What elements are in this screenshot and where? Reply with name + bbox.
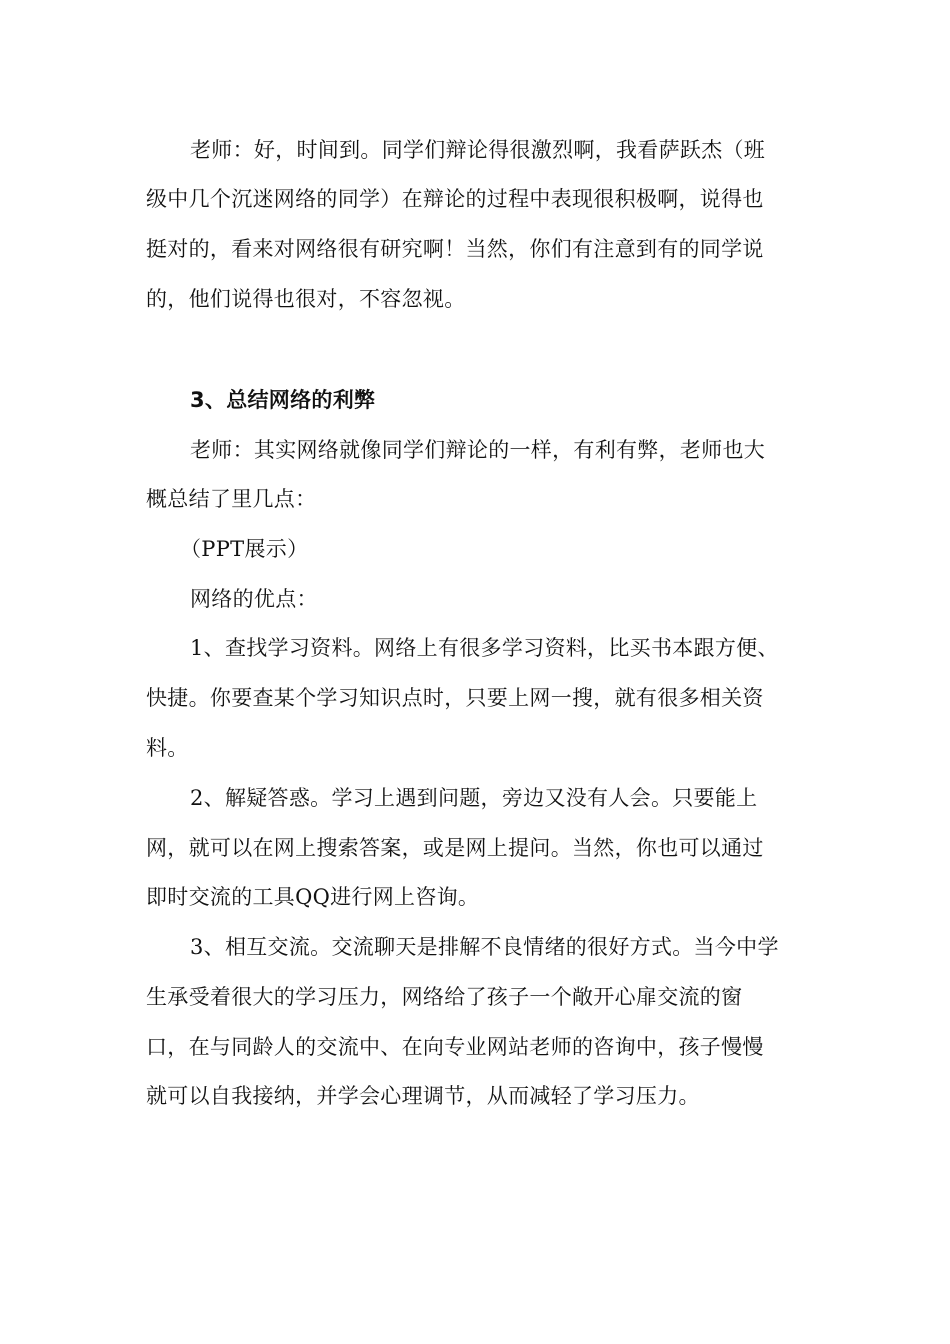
list-item-line: 口，在与同龄人的交流中、在向专业网站老师的咨询中，孩子慢慢 xyxy=(146,1035,764,1059)
list-item-line: 3、相互交流。交流聊天是排解不良情绪的很好方式。当今中学 xyxy=(190,935,779,959)
paragraph-line: 的，他们说得也很对，不容忽视。 xyxy=(146,287,466,311)
list-item-line: 生承受着很大的学习压力，网络给了孩子一个敞开心扉交流的窗 xyxy=(146,985,743,1009)
paragraph-line: 老师：好，时间到。同学们辩论得很激烈啊，我看萨跃杰（班 xyxy=(190,138,766,162)
list-item-line: 就可以自我接纳，并学会心理调节，从而减轻了学习压力。 xyxy=(146,1084,700,1108)
list-item-line: 1、查找学习资料。网络上有很多学习资料，比买书本跟方便、 xyxy=(190,636,779,660)
advantages-title: 网络的优点： xyxy=(190,587,318,611)
list-item-line: 网，就可以在网上搜索答案，或是网上提问。当然，你也可以通过 xyxy=(146,836,764,860)
paragraph-line: 老师：其实网络就像同学们辩论的一样，有利有弊，老师也大 xyxy=(190,438,766,462)
paragraph-line: 挺对的，看来对网络很有研究啊！当然，你们有注意到有的同学说 xyxy=(146,237,764,261)
list-item-line: 即时交流的工具QQ进行网上咨询。 xyxy=(146,885,480,909)
paragraph-line: 概总结了里几点： xyxy=(146,487,317,511)
section-heading: 3、总结网络的利弊 xyxy=(190,388,376,412)
paragraph-line: 级中几个沉迷网络的同学）在辩论的过程中表现很积极啊，说得也 xyxy=(146,187,764,211)
list-item-line: 快捷。你要查某个学习知识点时，只要上网一搜，就有很多相关资 xyxy=(146,686,764,710)
ppt-note: （PPT展示） xyxy=(180,537,309,561)
list-item-line: 料。 xyxy=(146,736,189,760)
list-item-line: 2、解疑答惑。学习上遇到问题，旁边又没有人会。只要能上 xyxy=(190,786,758,810)
